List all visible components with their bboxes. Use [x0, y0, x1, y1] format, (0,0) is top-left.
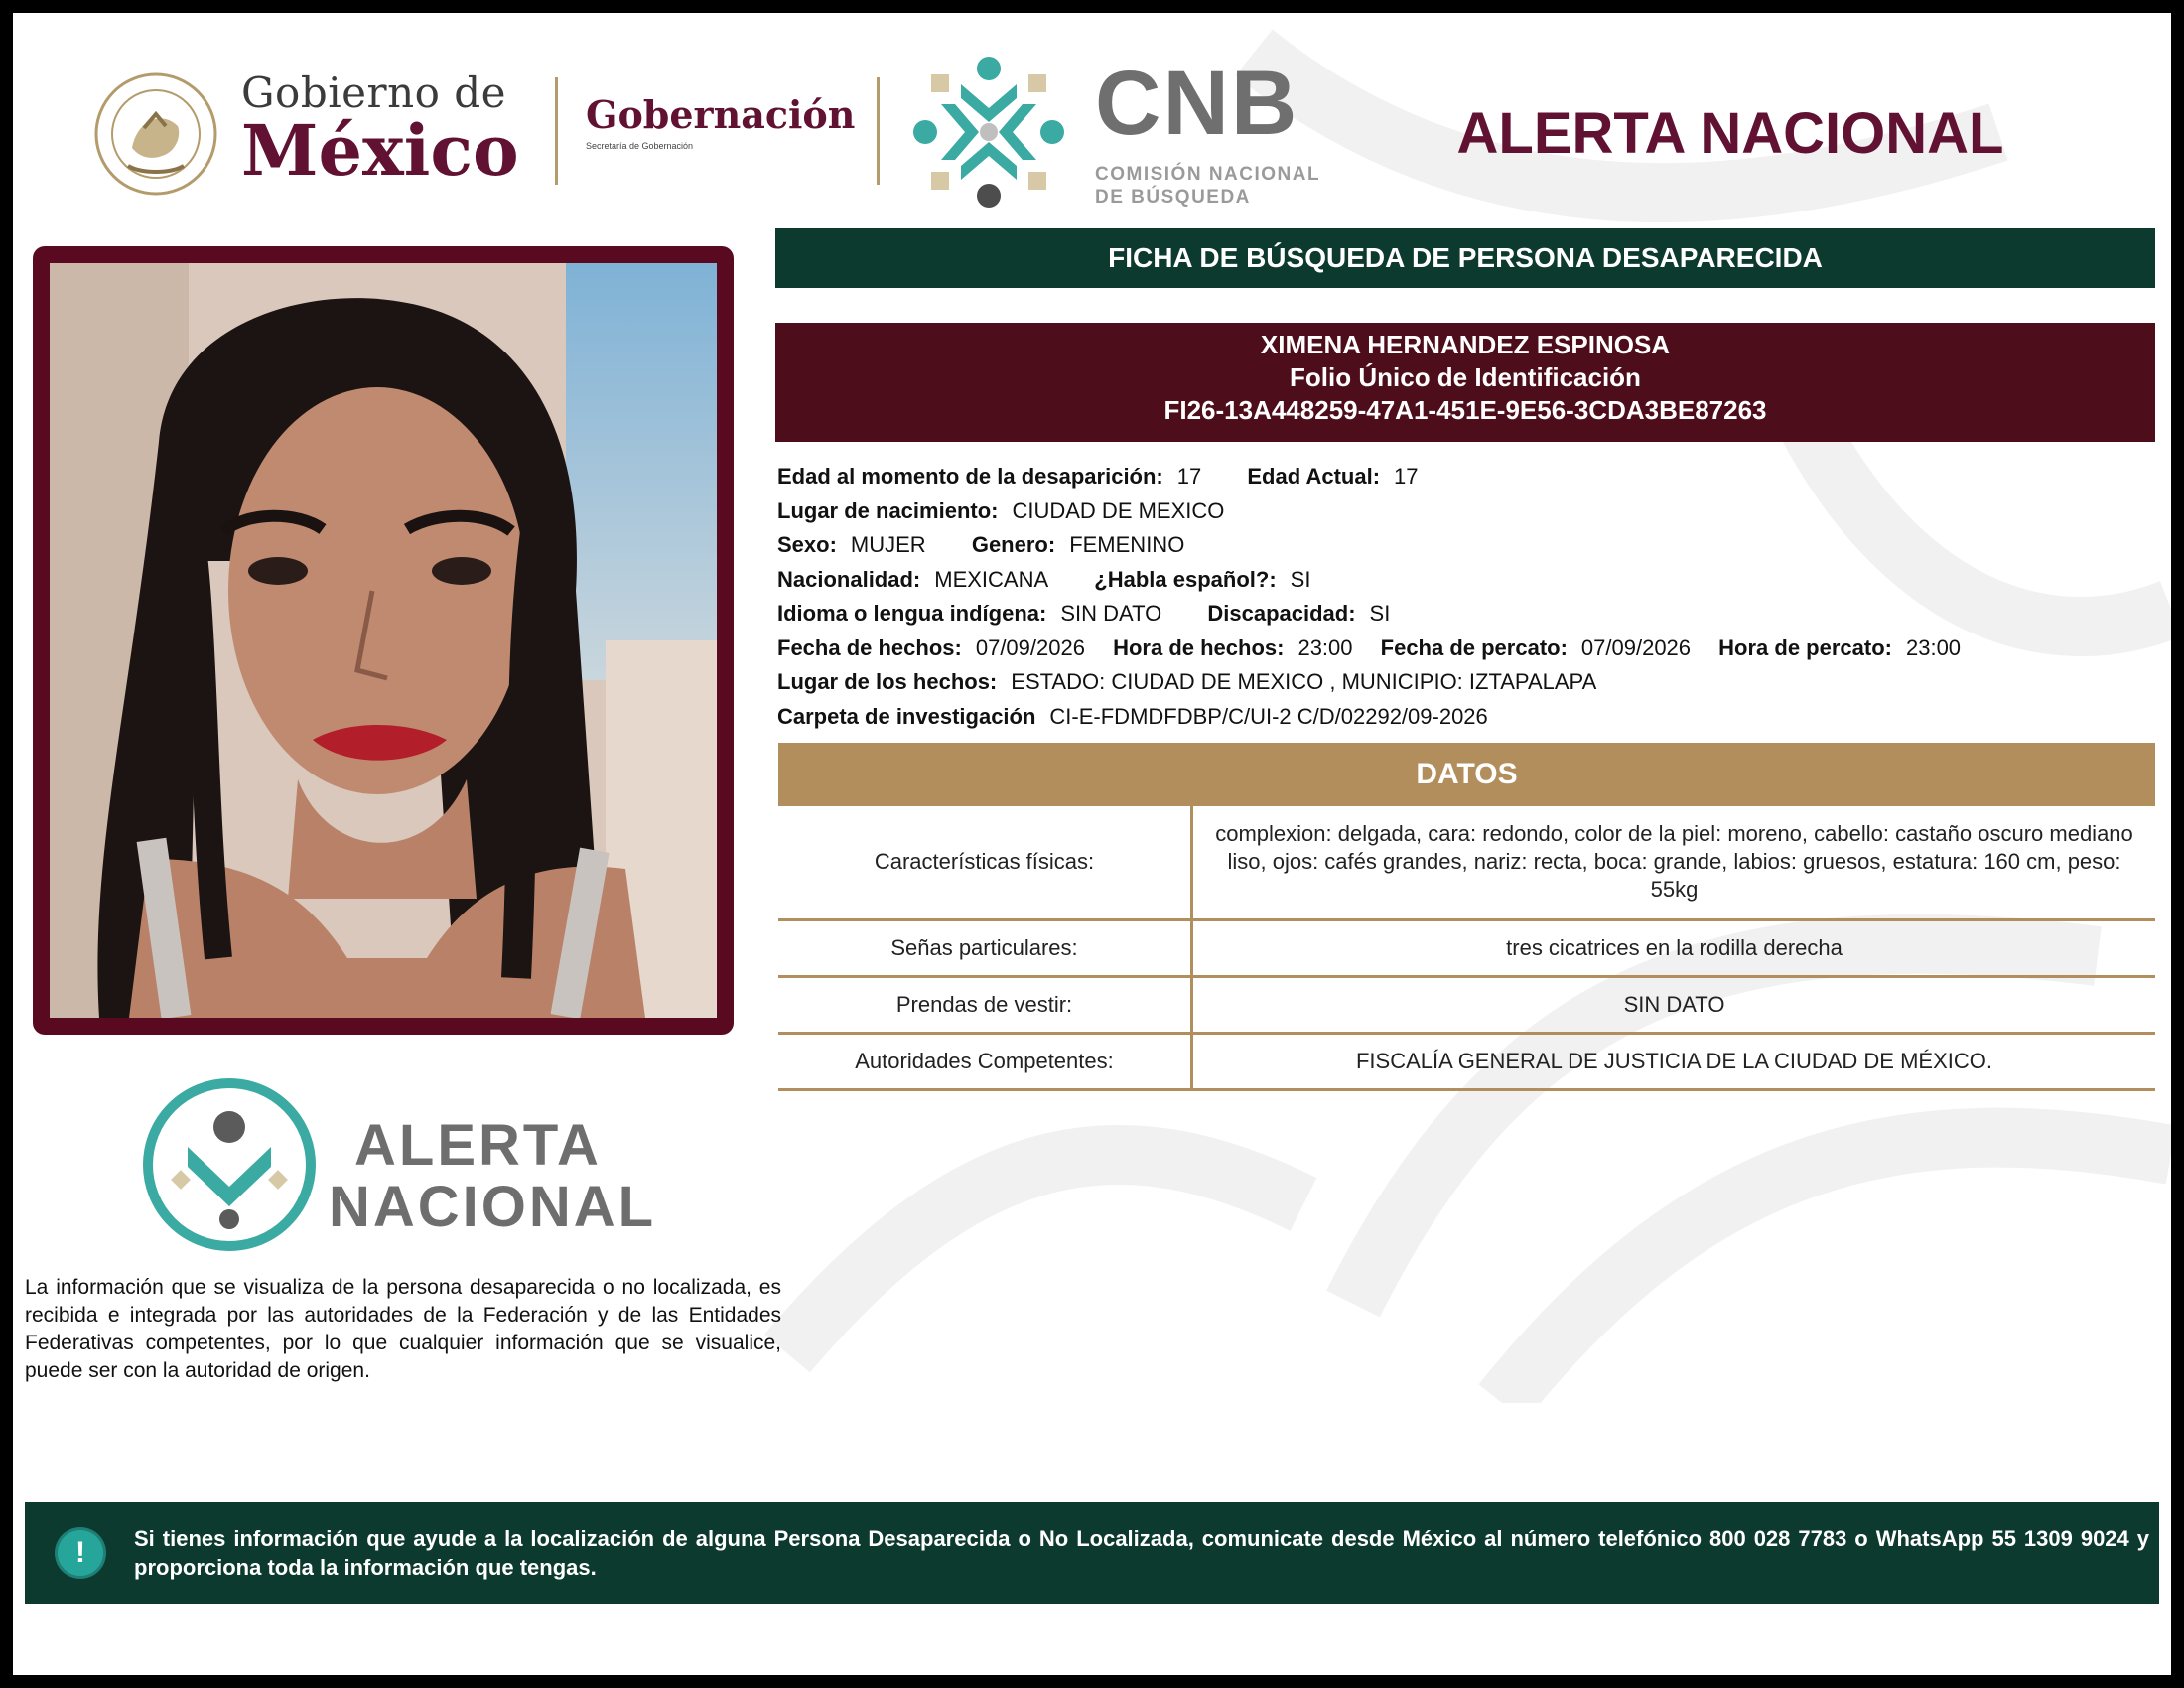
field-label: Fecha de percato: [1380, 634, 1568, 660]
contact-footer [25, 1502, 2159, 1604]
field-value: 07/09/2026 [1580, 634, 1692, 660]
alerta-word-line2: NACIONAL [329, 1175, 657, 1239]
folio-number: FI26-13A448259-47A1-451E-9E56-3CDA3BE87263 [1163, 395, 1767, 425]
cnb-emblem-icon [899, 43, 1078, 221]
info-row [777, 700, 2157, 735]
ficha-title: FICHA DE BÚSQUEDA DE PERSONA DESAPARECIDA [775, 228, 2155, 288]
field-value: MUJER [850, 532, 926, 557]
field-value: CIUDAD DE MEXICO [1012, 497, 1225, 523]
field-value: 17 [1176, 464, 1202, 489]
info-row [777, 665, 2157, 700]
portrait-illustration [50, 263, 717, 1018]
divider [877, 77, 880, 185]
info-row [777, 563, 2157, 598]
alerta-word-line1: ALERTA [354, 1113, 602, 1178]
field-label: Idioma o lengua indígena: [777, 601, 1047, 626]
row-value: FISCALÍA GENERAL DE JUSTICIA DE LA CIUDAD DE MÉXICO. [1192, 1033, 2156, 1089]
table-row [778, 919, 2155, 976]
field-label: Edad al momento de la desaparición: [777, 464, 1163, 489]
divider [555, 77, 558, 185]
cnb-wordmark [1095, 53, 1321, 209]
field-value: 07/09/2026 [975, 634, 1085, 660]
missing-person-photo [50, 263, 717, 1018]
field-value: 17 [1394, 464, 1419, 489]
cnb-acronym: CNB [1095, 53, 1299, 154]
row-value: tres cicatrices en la rodilla derecha [1192, 919, 2156, 976]
field-value: 23:00 [1297, 634, 1353, 660]
alert-title: ALERTA NACIONAL [1456, 101, 2004, 166]
field-label: Discapacidad: [1207, 601, 1356, 626]
field-label: Fecha de hechos: [777, 634, 962, 660]
info-row [777, 632, 2157, 666]
field-label: Lugar de los hechos: [777, 669, 998, 694]
field-value: CI-E-FDMDFDBP/C/UI-2 C/D/02292/09-2026 [1049, 703, 1488, 729]
photo-frame [33, 246, 734, 1035]
person-info [777, 460, 2157, 734]
alerta-nacional-wordmark [329, 1115, 656, 1238]
field-value: FEMENINO [1069, 532, 1185, 557]
row-value: complexion: delgada, cara: redondo, color de la piel: moreno, cabello: castaño oscuro mediano liso, ojos: cafés grandes, nariz: recta, boca: grande, labios: gruesos, estatura: 160 cm, peso: 55kg [1192, 806, 2156, 919]
field-value: SI [1369, 601, 1391, 626]
field-label: Genero: [971, 532, 1056, 557]
field-label: Nacionalidad: [777, 566, 921, 592]
disclaimer: La información que se visualiza de la persona desaparecida o no localizada, es recibida e integrada por las autoridades de la Federación y de las Entidades Federativas competentes, por lo que cualquier información que se visualice, puede ser con la autoridad de origen. [25, 1276, 781, 1382]
contact-text: Si tienes información que ayude a la localización de alguna Persona Desaparecida o No Localizada, comunicate desde México al número telefónico 800 028 7783 o WhatsApp 55 1309 9024 y proporciona toda la información que tengas. [134, 1526, 2149, 1580]
national-seal-icon [92, 70, 219, 198]
datos-header: DATOS [778, 743, 2155, 806]
table-row [778, 976, 2155, 1033]
field-value: MEXICANA [934, 566, 1049, 592]
table-row [778, 1033, 2155, 1089]
gobierno-line1: Gobierno de [241, 69, 507, 117]
gobernacion-logo [586, 92, 855, 151]
header [13, 13, 2171, 211]
exclamation-icon: ! [58, 1530, 103, 1576]
gobierno-de-mexico-logo [92, 61, 529, 200]
field-label: Carpeta de investigación [777, 703, 1036, 729]
person-name: XIMENA HERNANDEZ ESPINOSA [1260, 330, 1671, 359]
field-label: Sexo: [777, 532, 837, 557]
cnb-name-line2: DE BÚSQUEDA [1095, 187, 1251, 208]
field-label: ¿Habla español?: [1094, 566, 1277, 592]
field-label: Lugar de nacimiento: [777, 497, 999, 523]
field-value: 23:00 [1905, 634, 1962, 660]
field-label: Edad Actual: [1247, 464, 1381, 489]
gobierno-line2: México [241, 109, 519, 192]
info-row [777, 528, 2157, 563]
row-label: Señas particulares: [778, 919, 1192, 976]
row-label: Características físicas: [778, 806, 1192, 919]
info-row [777, 494, 2157, 529]
gobierno-wordmark [241, 69, 519, 192]
row-label: Prendas de vestir: [778, 976, 1192, 1033]
datos-table [778, 806, 2155, 1091]
folio-label: Folio Único de Identificación [1290, 362, 1641, 392]
alerta-nacional-emblem-icon [140, 1075, 319, 1254]
field-value: ESTADO: CIUDAD DE MEXICO , MUNICIPIO: IZTAPALAPA [1011, 669, 1597, 694]
info-row [777, 460, 2157, 494]
row-label: Autoridades Competentes: [778, 1033, 1192, 1089]
info-row [777, 597, 2157, 632]
gobernacion-subtitle: Secretaría de Gobernación [586, 141, 694, 151]
gobernacion-title: Gobernación [586, 92, 856, 137]
table-row [778, 806, 2155, 919]
field-value: SIN DATO [1060, 601, 1162, 626]
field-label: Hora de hechos: [1113, 634, 1285, 660]
field-value: SI [1290, 566, 1311, 592]
identity-box [775, 323, 2155, 442]
field-label: Hora de percato: [1718, 634, 1892, 660]
row-value: SIN DATO [1192, 976, 2156, 1033]
cnb-name-line1: COMISIÓN NACIONAL [1095, 164, 1321, 185]
